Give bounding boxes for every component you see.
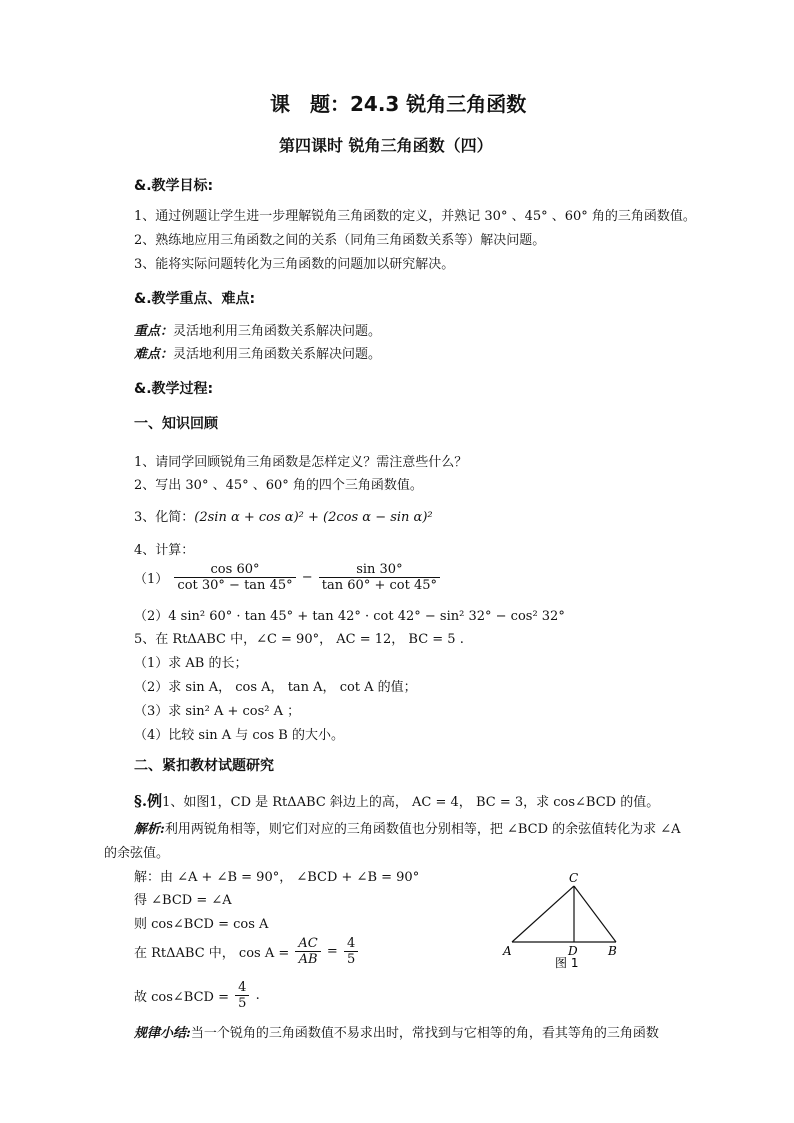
section-goals-heading: &.教学目标: [134,178,214,194]
figure-caption: 图 1 [555,956,579,970]
question-3-label: 3、化简： [134,510,195,525]
goal-item: 3、能将实际问题转化为三角函数的问题加以研究解决。 [134,257,455,272]
question-5-3: （3）求 sin² A + cos² A ； [134,704,301,719]
section-key-heading: &.教学重点、难点: [134,291,256,307]
minus-sign: − [301,570,313,585]
vertex-label-c: C [569,871,579,885]
page-subtitle: 第四课时 锐角三角函数（四） [279,136,493,155]
difficult-point [134,343,381,362]
fraction-numerator: sin 30° [319,562,440,578]
goal-item: 2、熟练地应用三角函数之间的关系（同角三角函数关系等）解决问题。 [134,233,546,248]
fraction-four-fifths [235,980,249,1011]
fraction-numerator: 4 [344,936,358,952]
question-4-1-label: （1） [134,572,169,587]
fraction-denominator: tan 60° + cot 45° [321,578,437,593]
fraction-numerator: AC [295,936,320,952]
question-4-2: （2）4 sin² 60° · tan 45° + tan 42° · cot 42° − sin² 32° − cos² 32° [134,609,565,624]
example-label: §.例 [134,792,163,810]
question-2: 2、写出 30° 、45° 、60° 角的四个三角函数值。 [134,478,423,493]
analysis-line-2: 的余弦值。 [104,846,170,861]
difficult-text: 灵活地利用三角函数关系解决问题。 [173,347,382,362]
question-3 [134,506,433,525]
question-5-4: （4）比较 sin A 与 cos B 的大小。 [134,728,344,743]
vertex-label-b: B [608,944,617,958]
fraction-denominator: 5 [346,952,356,967]
rule-label: 规律小结: [134,1026,191,1041]
example-1 [134,790,659,811]
vertex-label-d: D [568,944,578,958]
edge-ac [512,886,574,942]
solution-line-3: 则 cos∠BCD = cos A [134,917,269,932]
question-4-1 [134,562,442,593]
part1-heading: 一、知识回顾 [134,416,218,432]
analysis-line-1 [134,818,681,837]
question-4: 4、计算： [134,543,195,558]
fraction-numerator: 4 [235,980,249,996]
fraction-four-fifths [344,936,358,967]
key-point [134,320,381,339]
solution-line-1: 解：由 ∠A + ∠B = 90°， ∠BCD + ∠B = 90° [134,870,420,885]
solution-line-2: 得 ∠BCD = ∠A [134,893,232,908]
rule-text: 当一个锐角的三角函数值不易求出时，常找到与它相等的角，看其等角的三角函数 [190,1026,659,1041]
solution-line-5-prefix: 故 cos∠BCD = [134,990,229,1005]
question-5: 5、在 RtΔABC 中，∠C = 90°， AC = 12， BC = 5 . [134,632,464,647]
key-label: 重点： [134,324,174,339]
difficult-label: 难点： [134,347,174,362]
analysis-label: 解析: [134,822,165,837]
solution-line-4-prefix: 在 RtΔABC 中， cos A = [134,946,290,961]
solution-line-5 [134,980,260,1011]
goal-item: 1、通过例题让学生进一步理解锐角三角函数的定义，并熟记 30° 、45° 、60° 角的三角函数值。 [134,209,696,224]
solution-line-4 [134,936,360,967]
figure-1 [500,870,640,980]
period: . [255,988,260,1003]
fraction-denominator: AB [298,952,318,967]
fraction-sin30 [319,562,440,593]
question-1: 1、请同学回顾锐角三角函数是怎样定义？需注意些什么？ [134,455,468,470]
analysis-text: 利用两锐角相等，则它们对应的三角函数值也分别相等，把 ∠BCD 的余弦值转化为求 ∠A [164,822,681,837]
fraction-ac-ab [295,936,320,967]
question-5-2: （2）求 sin A， cos A， tan A， cot A 的值； [134,680,417,695]
example-text: 1、如图1，CD 是 RtΔABC 斜边上的高， AC = 4， BC = 3，求 cos∠BCD 的值。 [162,795,660,810]
fraction-denominator: 5 [238,996,247,1011]
rule-summary [134,1022,659,1041]
section-process-heading: &.教学过程: [134,381,214,397]
part2-heading: 二、紧扣教材试题研究 [134,758,274,774]
edge-bc [574,886,616,942]
question-3-expression: (2sin α + cos α)² + (2cos α − sin α)² [194,510,433,525]
fraction-denominator: cot 30° − tan 45° [177,578,293,593]
vertex-label-a: A [503,944,512,958]
fraction-numerator: cos 60° [174,562,295,578]
question-5-1: （1）求 AB 的长； [134,656,248,671]
equals-sign: = [326,944,338,959]
key-text: 灵活地利用三角函数关系解决问题。 [173,324,382,339]
fraction-cos60 [174,562,295,593]
page-title: 课 题：24.3 锐角三角函数 [270,92,527,116]
